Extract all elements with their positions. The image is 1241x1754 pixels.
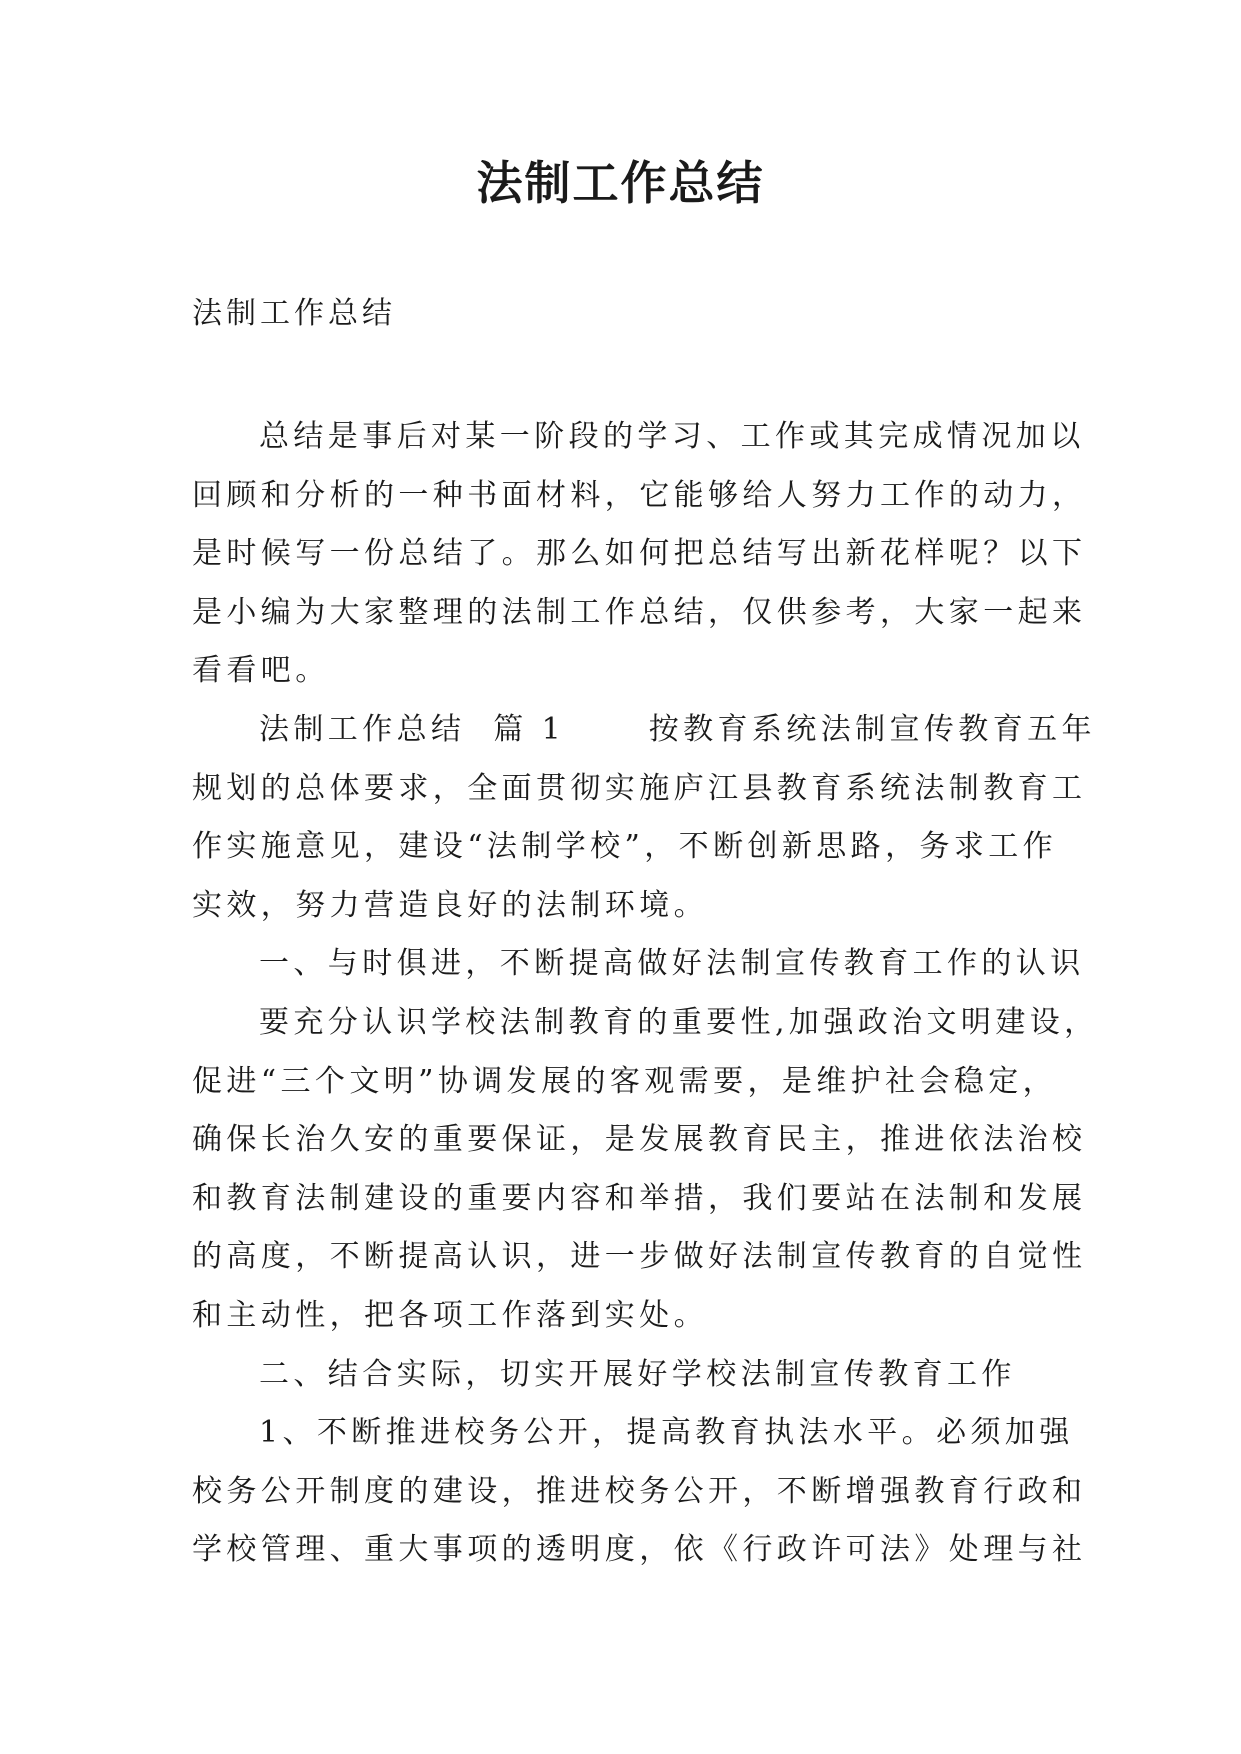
body-line: 法制工作总结 篇 1 按教育系统法制宣传教育五年 [259, 711, 1096, 747]
body-line: 规划的总体要求，全面贯彻实施庐江县教育系统法制教育工 [192, 770, 1087, 806]
body-line: 回顾和分析的一种书面材料，它能够给人努力工作的动力， [192, 477, 1087, 513]
body-line: 要充分认识学校法制教育的重要性,加强政治文明建设， [259, 1004, 1099, 1040]
body-line: 确保长治久安的重要保证，是发展教育民主，推进依法治校 [192, 1122, 1087, 1158]
body-line: 实效，努力营造良好的法制环境。 [192, 887, 708, 923]
document-body [192, 408, 1099, 1580]
body-line: 的高度，不断提高认识，进一步做好法制宣传教育的自觉性 [192, 1239, 1087, 1275]
body-line: 是小编为大家整理的法制工作总结，仅供参考，大家一起来 [192, 594, 1087, 630]
body-line: 看看吧。 [192, 653, 330, 689]
body-line: 作实施意见，建设“法制学校”，不断创新思路，务求工作 [192, 829, 1058, 865]
body-line: 校务公开制度的建设，推进校务公开，不断增强教育行政和 [192, 1473, 1087, 1509]
body-line: 和主动性，把各项工作落到实处。 [192, 1297, 708, 1333]
body-line: 和教育法制建设的重要内容和举措，我们要站在法制和发展 [192, 1180, 1087, 1216]
body-line: 学校管理、重大事项的透明度，依《行政许可法》处理与社 [192, 1532, 1087, 1568]
body-line: 总结是事后对某一阶段的学习、工作或其完成情况加以 [259, 419, 1085, 454]
body-line: 促进“三个文明”协调发展的客观需要，是维护社会稳定， [192, 1063, 1058, 1099]
body-line: 1、不断推进校务公开，提高教育执法水平。必须加强 [259, 1415, 1074, 1451]
body-line: 是时候写一份总结了。那么如何把总结写出新花样呢？以下 [192, 536, 1087, 572]
body-line: 二、结合实际，切实开展好学校法制宣传教育工作 [259, 1356, 1016, 1392]
document-subtitle: 法制工作总结 [192, 296, 396, 331]
document-title: 法制工作总结 [476, 156, 765, 210]
body-line: 一、与时俱进，不断提高做好法制宣传教育工作的认识 [259, 946, 1085, 982]
